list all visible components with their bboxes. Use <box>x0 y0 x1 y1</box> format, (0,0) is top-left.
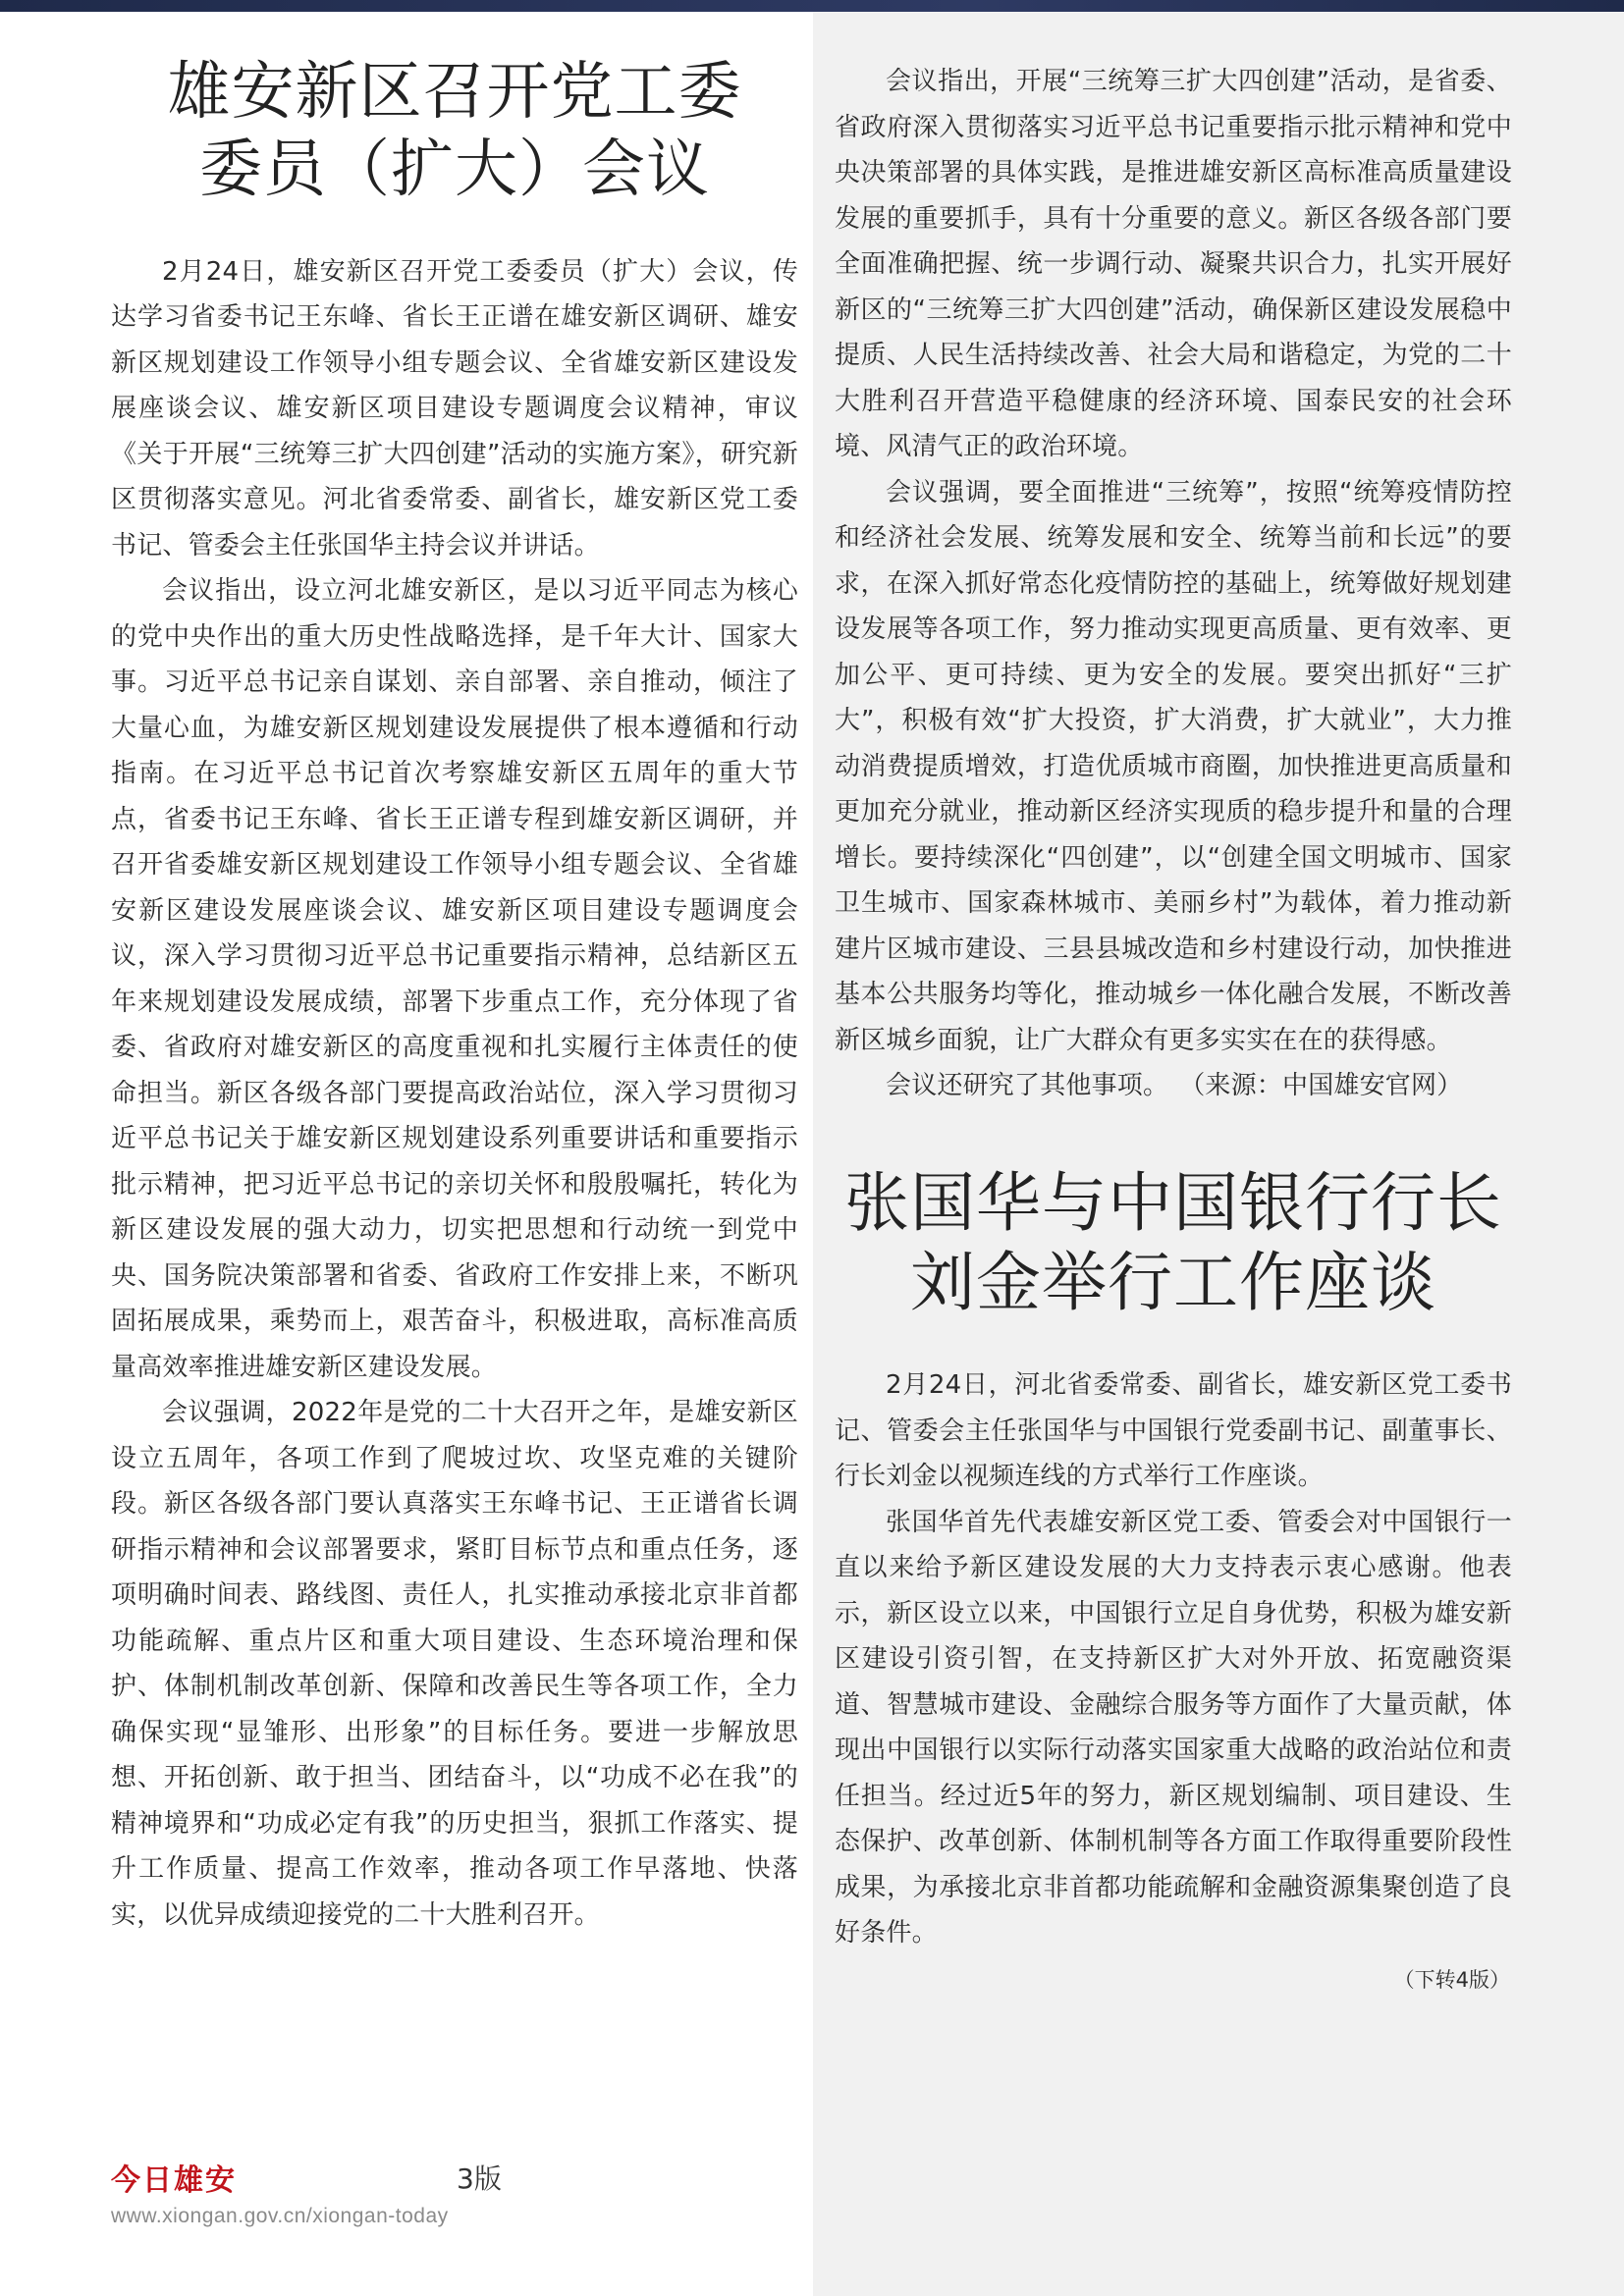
article2-title-line2: 刘金举行工作座谈 <box>910 1245 1436 1321</box>
continued-note: （下转4版） <box>1393 1967 1510 1992</box>
right-column <box>835 59 1512 1994</box>
article2-title <box>835 1163 1512 1324</box>
edition-number: 3版 <box>457 2163 502 2195</box>
article2-title-line1: 张国华与中国银行行长 <box>844 1164 1502 1241</box>
article1-paragraph: 会议指出，开展“三统筹三扩大四创建”活动，是省委、省政府深入贯彻落实习近平总书记重要指示批示精神和党中央决策部署的具体实践，是推进雄安新区高标准高质量建设发展的重要抓手，具有十分重要的意义。新区各级各部门要全面准确把握、统一步调行动、凝聚共识合力，扎实开展好新区的“三统筹三扩大四创建”活动，确保新区建设发展稳中提质、人民生活持续改善、社会大局和谐稳定，为党的二十大胜利召开营造平稳健康的经济环境、国泰民安的社会环境、风清气正的政治环境。 <box>835 67 1512 461</box>
article1-paragraph: 会议强调，2022年是党的二十大召开之年，是雄安新区设立五周年，各项工作到了爬坡过坎、攻坚克难的关键阶段。新区各级各部门要认真落实王东峰书记、王正谱省长调研指示精神和会议部署要求，紧盯目标节点和重点任务，逐项明确时间表、路线图、责任人，扎实推动承接北京非首都功能疏解、重点片区和重大项目建设、生态环境治理和保护、体制机制改革创新、保障和改善民生等各项工作，全力确保实现“显雏形、出形象”的目标任务。要进一步解放思想、开拓创新、敢于担当、团结奋斗，以“功成不必在我”的精神境界和“功成必定有我”的历史担当，狠抓工作落实、提升工作质量、提高工作效率，推动各项工作早落地、快落实，以优异成绩迎接党的二十大胜利召开。 <box>111 1398 798 1930</box>
website-url: www.xiongan.gov.cn/xiongan-today <box>111 2205 449 2227</box>
newspaper-logo: 今日雄安 <box>111 2163 237 2198</box>
article1-title-line1: 雄安新区召开党工委 <box>167 56 742 129</box>
article1-title <box>111 54 798 210</box>
article1-title-line2: 委员（扩大）会议 <box>199 133 710 207</box>
left-column <box>111 54 798 1938</box>
article1-paragraph: 会议强调，要全面推进“三统筹”，按照“统筹疫情防控和经济社会发展、统筹发展和安全、统筹当前和长远”的要求，在深入抓好常态化疫情防控的基础上，统筹做好规划建设发展等各项工作，努力推动实现更高质量、更有效率、更加公平、更可持续、更为安全的发展。要突出抓好“三扩大”，积极有效“扩大投资，扩大消费，扩大就业”，大力推动消费提质增效，打造优质城市商圈，加快推进更高质量和更加充分就业，推动新区经济实现质的稳步提升和量的合理增长。要持续深化“四创建”，以“创建全国文明城市、国家卫生城市、国家森林城市、美丽乡村”为载体，着力推动新建片区城市建设、三县县城改造和乡村建设行动，加快推进基本公共服务均等化，推动城乡一体化融合发展，不断改善新区城乡面貌，让广大群众有更多实实在在的获得感。 <box>835 477 1512 1055</box>
article1-paragraph: 会议指出，设立河北雄安新区，是以习近平同志为核心的党中央作出的重大历史性战略选择，是千年大计、国家大事。习近平总书记亲自谋划、亲自部署、亲自推动，倾注了大量心血，为雄安新区规划建设发展提供了根本遵循和行动指南。在习近平总书记首次考察雄安新区五周年的重大节点，省委书记王东峰、省长王正谱专程到雄安新区调研，并召开省委雄安新区规划建设工作领导小组专题会议、全省雄安新区建设发展座谈会议、雄安新区项目建设专题调度会议，深入学习贯彻习近平总书记重要指示精神，总结新区五年来规划建设发展成绩，部署下步重点工作，充分体现了省委、省政府对雄安新区的高度重视和扎实履行主体责任的使命担当。新区各级各部门要提高政治站位，深入学习贯彻习近平总书记关于雄安新区规划建设系列重要讲话和重要指示批示精神，把习近平总书记的亲切关怀和殷殷嘱托，转化为新区建设发展的强大动力，切实把思想和行动统一到党中央、国务院决策部署和省委、省政府工作安排上来，不断巩固拓展成果，乘势而上，艰苦奋斗，积极进取，高标准高质量高效率推进雄安新区建设发展。 <box>111 576 798 1382</box>
article2-paragraph: 张国华首先代表雄安新区党工委、管委会对中国银行一直以来给予新区建设发展的大力支持表示衷心感谢。他表示，新区设立以来，中国银行立足自身优势，积极为雄安新区建设引资引智，在支持新区扩大对外开放、拓宽融资渠道、智慧城市建设、金融综合服务等方面作了大量贡献，体现出中国银行以实际行动落实国家重大战略的政治站位和责任担当。经过近5年的努力，新区规划编制、项目建设、生态保护、改革创新、体制机制等各方面工作取得重要阶段性成果，为承接北京非首都功能疏解和金融资源集聚创造了良好条件。 <box>835 1507 1512 1949</box>
article1-paragraph: 2月24日，雄安新区召开党工委委员（扩大）会议，传达学习省委书记王东峰、省长王正谱在雄安新区调研、雄安新区规划建设工作领导小组专题会议、全省雄安新区建设发展座谈会议、雄安新区项目建设专题调度会议精神，审议《关于开展“三统筹三扩大四创建”活动的实施方案》，研究新区贯彻落实意见。河北省委常委、副省长，雄安新区党工委书记、管委会主任张国华主持会议并讲话。 <box>111 256 798 561</box>
source-credit: （来源：中国雄安官网） <box>1192 1071 1463 1100</box>
article1-closing <box>835 1063 1512 1109</box>
page-footer <box>111 2156 602 2228</box>
closing-text: 会议还研究了其他事项。 <box>886 1071 1169 1100</box>
top-color-bar <box>0 0 1624 12</box>
article2-paragraph: 2月24日，河北省委常委、副省长，雄安新区党工委书记、管委会主任张国华与中国银行党委副书记、副董事长、行长刘金以视频连线的方式举行工作座谈。 <box>835 1370 1512 1492</box>
